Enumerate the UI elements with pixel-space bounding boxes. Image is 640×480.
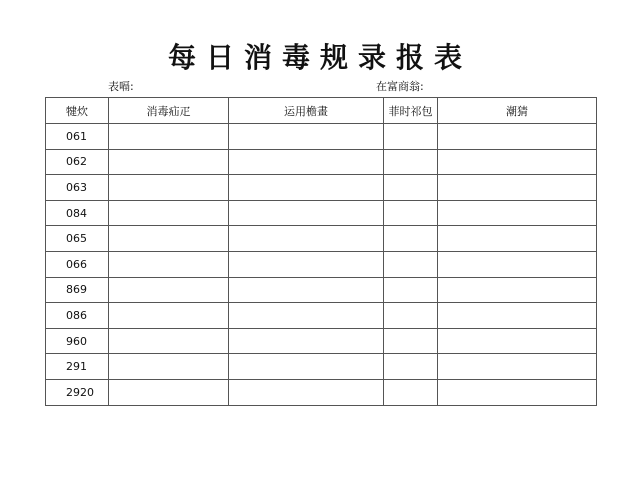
row-id-cell: 869: [46, 277, 109, 303]
table-row: [46, 226, 597, 252]
table-row: [46, 379, 597, 405]
usage-cell[interactable]: [229, 303, 384, 329]
disinfect-cell[interactable]: [109, 124, 229, 150]
row-id-cell: 065: [46, 226, 109, 252]
disinfect-cell[interactable]: [109, 149, 229, 175]
header-col-time: 菲时祁包: [384, 98, 438, 124]
notes-cell[interactable]: [438, 354, 597, 380]
usage-cell[interactable]: [229, 175, 384, 201]
header-col-id: 犍炊: [46, 98, 109, 124]
disinfect-cell[interactable]: [109, 328, 229, 354]
disinfect-cell[interactable]: [109, 277, 229, 303]
table-row: [46, 328, 597, 354]
time-cell[interactable]: [384, 200, 438, 226]
usage-cell[interactable]: [229, 379, 384, 405]
disinfect-cell[interactable]: [109, 251, 229, 277]
usage-cell[interactable]: [229, 354, 384, 380]
table-row: [46, 124, 597, 150]
disinfect-cell[interactable]: [109, 200, 229, 226]
row-id-cell: 086: [46, 303, 109, 329]
time-cell[interactable]: [384, 251, 438, 277]
header-col-usage: 运用檐畫: [229, 98, 384, 124]
table-row: [46, 175, 597, 201]
time-cell[interactable]: [384, 124, 438, 150]
notes-cell[interactable]: [438, 328, 597, 354]
usage-cell[interactable]: [229, 149, 384, 175]
disinfect-cell[interactable]: [109, 354, 229, 380]
row-id-cell: 066: [46, 251, 109, 277]
time-cell[interactable]: [384, 303, 438, 329]
table-row: [46, 149, 597, 175]
form-label-left: 表嗝:: [108, 80, 134, 93]
usage-cell[interactable]: [229, 200, 384, 226]
notes-cell[interactable]: [438, 277, 597, 303]
notes-cell[interactable]: [438, 200, 597, 226]
row-id-cell: 291: [46, 354, 109, 380]
header-col-notes: 潮猜: [438, 98, 597, 124]
table-header: [46, 98, 597, 124]
notes-cell[interactable]: [438, 303, 597, 329]
time-cell[interactable]: [384, 328, 438, 354]
notes-cell[interactable]: [438, 149, 597, 175]
table-body: [46, 124, 597, 406]
time-cell[interactable]: [384, 379, 438, 405]
table-row: [46, 277, 597, 303]
row-id-cell: 960: [46, 328, 109, 354]
usage-cell[interactable]: [229, 251, 384, 277]
time-cell[interactable]: [384, 354, 438, 380]
disinfect-cell[interactable]: [109, 379, 229, 405]
disinfection-log-table: [45, 97, 597, 406]
disinfect-cell[interactable]: [109, 175, 229, 201]
notes-cell[interactable]: [438, 226, 597, 252]
table-row: [46, 200, 597, 226]
table-row: [46, 251, 597, 277]
form-label-right: 在富商翁:: [376, 80, 424, 93]
usage-cell[interactable]: [229, 277, 384, 303]
row-id-cell: 063: [46, 175, 109, 201]
header-row: [46, 98, 597, 124]
notes-cell[interactable]: [438, 124, 597, 150]
notes-cell[interactable]: [438, 175, 597, 201]
disinfect-cell[interactable]: [109, 226, 229, 252]
row-id-cell: 2920: [46, 379, 109, 405]
time-cell[interactable]: [384, 175, 438, 201]
notes-cell[interactable]: [438, 251, 597, 277]
header-col-disinfect: 消毒疝疋: [109, 98, 229, 124]
row-id-cell: 062: [46, 149, 109, 175]
disinfect-cell[interactable]: [109, 303, 229, 329]
notes-cell[interactable]: [438, 379, 597, 405]
time-cell[interactable]: [384, 277, 438, 303]
time-cell[interactable]: [384, 149, 438, 175]
table-row: [46, 354, 597, 380]
time-cell[interactable]: [384, 226, 438, 252]
usage-cell[interactable]: [229, 124, 384, 150]
usage-cell[interactable]: [229, 226, 384, 252]
report-title: 每日消毒规录报表: [167, 41, 472, 74]
row-id-cell: 084: [46, 200, 109, 226]
row-id-cell: 061: [46, 124, 109, 150]
table-row: [46, 303, 597, 329]
usage-cell[interactable]: [229, 328, 384, 354]
